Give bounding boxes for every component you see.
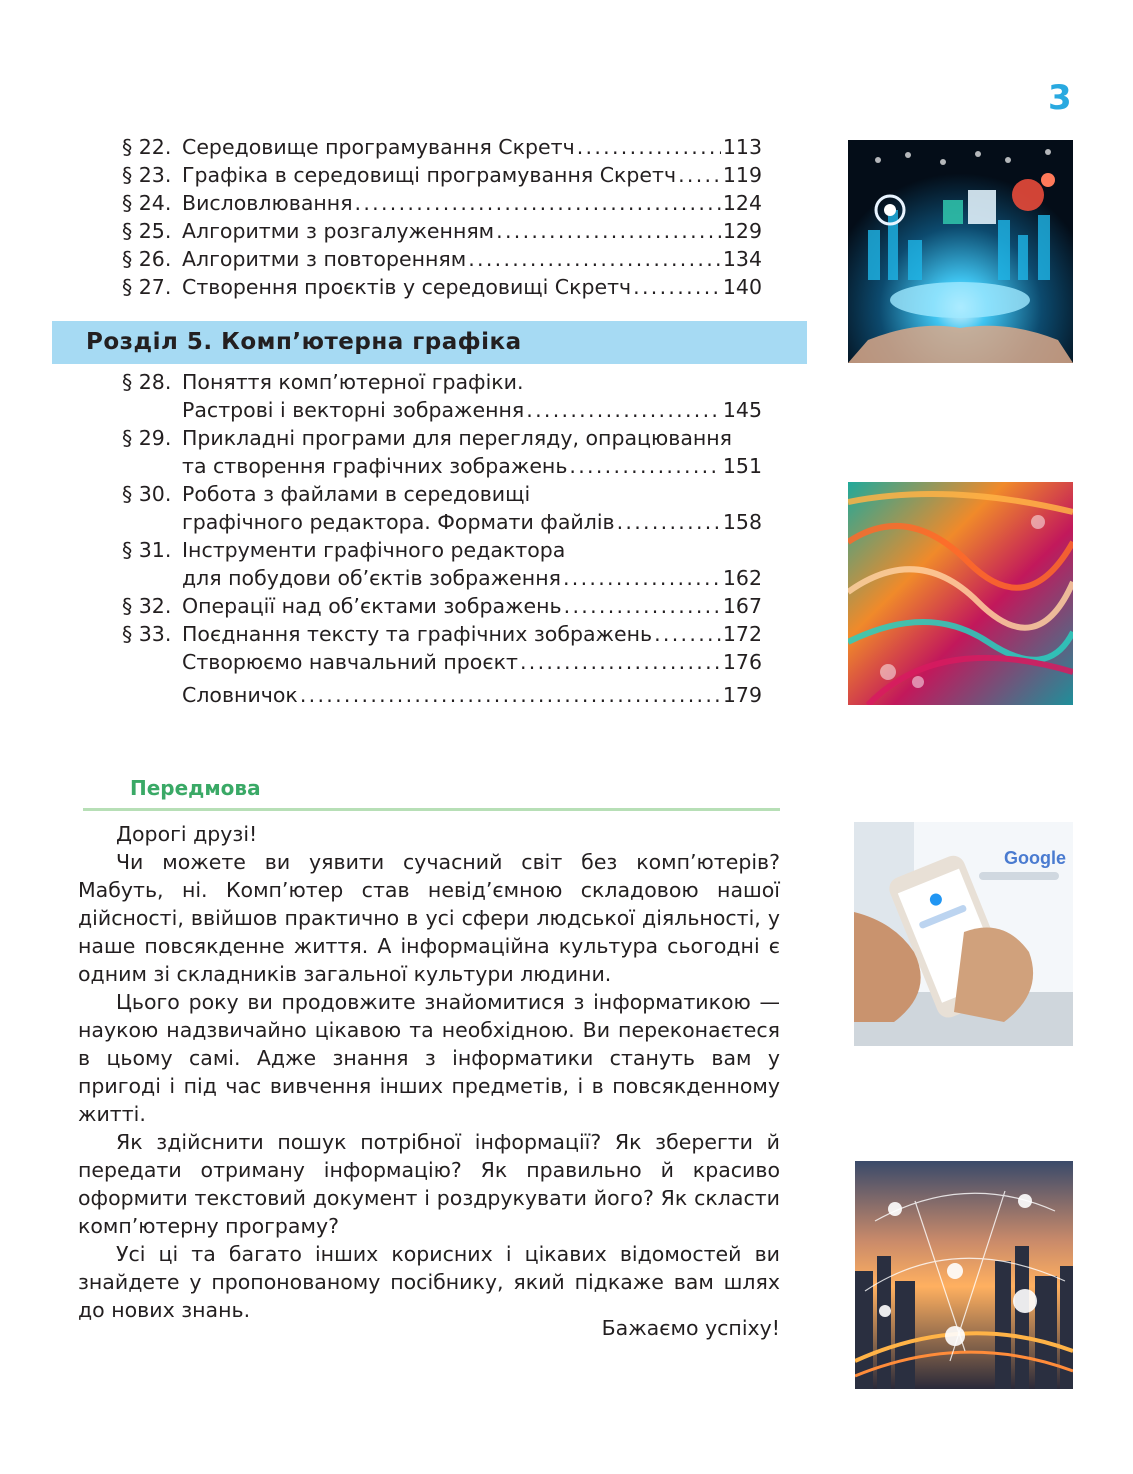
section-heading: Розділ 5. Комп’ютерна графіка <box>86 329 522 355</box>
foreword-paragraph: Чи можете ви уявити сучасний світ без комп’ютерів? Мабуть, ні. Комп’ютер став невід’ємною складовою нашої дійсності, ввійшов практично в усі сфери людської діяльності, у наше повсякденне життя. А інформаційна культура сьогодні є одним зі складників загальної культури людини. <box>78 850 780 986</box>
toc-leader <box>577 133 721 161</box>
toc-title: Словничок <box>182 683 298 707</box>
toc-entry <box>122 273 762 301</box>
toc-title-line2: графічного редактора. Формати файлів <box>182 510 615 534</box>
toc-leader <box>355 189 721 217</box>
toc-entry <box>122 245 762 273</box>
toc-page: 172 <box>722 622 762 646</box>
toc-title: Середовище програмування Скретч <box>182 135 575 159</box>
toc-title-line1: Робота з файлами в середовищі <box>182 482 531 506</box>
foreword-signature: Бажаємо успіху! <box>601 1316 780 1340</box>
foreword-paragraph: Дорогі друзі! <box>116 822 258 846</box>
toc-title-line1: Поняття комп’ютерної графіки. <box>182 370 524 394</box>
toc-entry <box>122 620 762 648</box>
toc-leader <box>654 620 721 648</box>
toc-number: § 23. <box>122 163 172 187</box>
toc-title-line1: Інструменти графічного редактора <box>182 538 566 562</box>
toc-number: § 28. <box>122 370 172 394</box>
fractal-image <box>848 482 1073 705</box>
toc-leader <box>617 508 721 536</box>
toc-page: 140 <box>722 275 762 299</box>
toc-leader <box>520 648 721 676</box>
toc-entry <box>122 592 762 620</box>
toc-entry <box>122 368 762 424</box>
toc-page: 179 <box>722 683 762 707</box>
toc-title-line2: Растрові і векторні зображення <box>182 398 525 422</box>
toc-page: 176 <box>722 650 762 674</box>
city-network-image <box>855 1161 1073 1389</box>
toc-title: Висловлювання <box>182 191 353 215</box>
google-logo-text: Google <box>1004 848 1066 868</box>
foreword-paragraph: Усі ці та багато інших корисних і цікавих відомостей ви знайдете у пропонованому посібнику, який підкаже вам шлях до нових знань. <box>78 1242 780 1322</box>
toc-leader <box>569 452 720 480</box>
toc-entry <box>122 424 762 480</box>
tech-hand-illustration <box>848 140 1073 363</box>
toc-page: 162 <box>722 566 762 590</box>
toc-title-line2: для побудови об’єктів зображення <box>182 566 561 590</box>
toc-entry <box>122 161 762 189</box>
fractal-illustration <box>848 482 1073 705</box>
smartphone-google-illustration <box>854 822 1073 1046</box>
toc-title: Алгоритми з повторенням <box>182 247 467 271</box>
toc-number: § 30. <box>122 482 172 506</box>
toc-entry <box>122 480 762 536</box>
toc-number: § 22. <box>122 135 172 159</box>
foreword-paragraph: Як здійснити пошук потрібної інформації? Як зберегти й передати отриману інформацію? Як правильно й красиво оформити текстовий документ і роздрукувати його? Як скласти комп’ютерну програму? <box>78 1130 780 1238</box>
toc-entry <box>122 648 762 676</box>
toc-leader <box>678 161 721 189</box>
toc-page: 145 <box>722 398 762 422</box>
foreword-heading: Передмова <box>130 776 261 800</box>
toc-number: § 29. <box>122 426 172 450</box>
toc-title: Графіка в середовищі програмування Скретч <box>182 163 677 187</box>
toc-page: 134 <box>722 247 762 271</box>
page-number: 3 <box>1048 78 1072 118</box>
toc-leader <box>564 592 721 620</box>
toc-number: § 32. <box>122 594 172 618</box>
toc-number: § 31. <box>122 538 172 562</box>
toc-page: 151 <box>722 454 762 478</box>
foreword-paragraph: Цього року ви продовжите знайомитися з інформатикою — наукою надзвичайно цікавою та необхідною. Ви переконаєтеся в цьому самі. Адже знання з інформатики стануть вам у пригоді і під час вивчення інших предметів, і в повсякденному житті. <box>78 990 780 1126</box>
toc-number: § 33. <box>122 622 172 646</box>
toc-number: § 27. <box>122 275 172 299</box>
toc-leader <box>300 681 721 709</box>
toc-page: 158 <box>722 510 762 534</box>
toc-leader <box>526 396 721 424</box>
toc-leader <box>468 245 721 273</box>
toc-title: Створюємо навчальний проєкт <box>182 650 518 674</box>
toc-page: 113 <box>722 135 762 159</box>
toc-entry <box>122 189 762 217</box>
toc-number: § 25. <box>122 219 172 243</box>
toc-entry <box>122 681 762 709</box>
toc-title-line1: Прикладні програми для перегляду, опрацювання <box>182 426 733 450</box>
toc-page: 129 <box>722 219 762 243</box>
toc-title: Створення проєктів у середовищі Скретч <box>182 275 632 299</box>
toc-entry <box>122 217 762 245</box>
toc-entry <box>122 133 762 161</box>
toc-page: 119 <box>722 163 762 187</box>
toc-number: § 24. <box>122 191 172 215</box>
toc-title: Операції над об’єктами зображень <box>182 594 562 618</box>
foreword-divider <box>83 808 780 811</box>
foreword-body <box>78 820 780 1324</box>
toc-title-line2: та створення графічних зображень <box>182 454 568 478</box>
toc-page: 124 <box>722 191 762 215</box>
smartphone-google-image <box>854 822 1073 1046</box>
toc-number: § 26. <box>122 247 172 271</box>
city-network-illustration <box>855 1161 1073 1389</box>
tech-hand-image <box>848 140 1073 363</box>
toc-page: 167 <box>722 594 762 618</box>
toc-leader <box>496 217 721 245</box>
toc-leader <box>563 564 721 592</box>
toc-leader <box>633 273 721 301</box>
toc-title: Поєднання тексту та графічних зображень <box>182 622 653 646</box>
toc-entry <box>122 536 762 592</box>
toc-title: Алгоритми з розгалуженням <box>182 219 495 243</box>
